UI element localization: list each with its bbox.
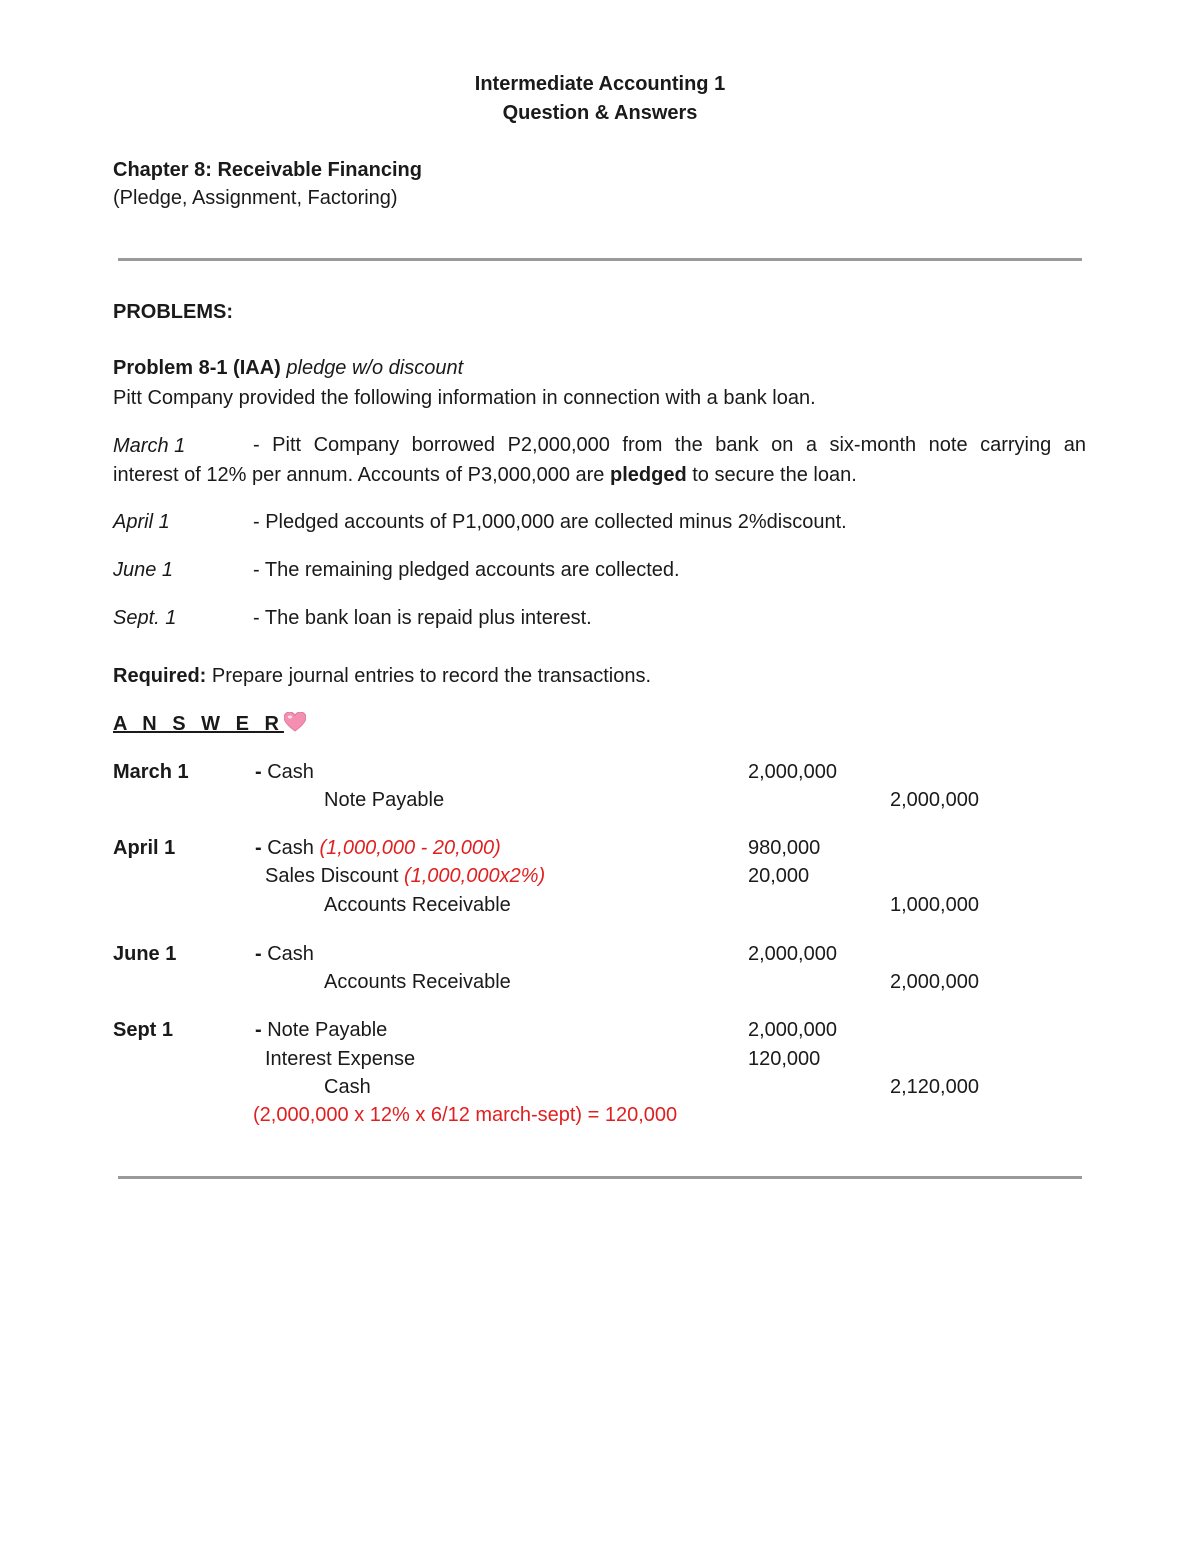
debit-amount: 120,000 [748,1048,821,1070]
entry-date: April 1 [113,837,176,859]
credit-amount: 2,000,000 [890,971,979,993]
entry-account [255,942,314,966]
debit-amount: 2,000,000 [748,1019,837,1041]
section-divider-top [118,258,1082,261]
event-text-april: - Pledged accounts of P1,000,000 are collected minus 2%discount. [253,511,847,533]
entry-dash: - [255,943,268,965]
required-text: Prepare journal entries to record the transactions. [206,665,652,687]
chapter-title: Chapter 8: Receivable Financing [113,159,422,181]
event-date-april: April 1 [113,511,170,533]
entry-dash: - [255,1019,268,1041]
credit-amount: 1,000,000 [890,894,979,916]
problems-heading: PROBLEMS: [113,301,233,323]
debit-amount: 20,000 [748,865,810,887]
problem-type: pledge w/o discount [286,357,464,379]
credit-amount: 2,120,000 [890,1076,979,1098]
required-label: Required: [113,665,207,687]
interest-computation: (2,000,000 x 12% x 6/12 march-sept) = 120,000 [253,1104,678,1126]
account-name: Cash [267,837,314,859]
pledged-emphasis: pledged [609,464,687,486]
problem-number: Problem 8-1 (IAA) [113,357,281,379]
event-date-march: March 1 [113,435,186,457]
event-text-march-line2 [113,463,857,487]
answer-heading [113,712,306,736]
document-title: Intermediate Accounting 1 [474,73,726,95]
entry-account [255,760,314,784]
event-text-march-line2-pre: interest of 12% per annum. Accounts of P3,000,000 are [113,464,610,486]
computation-note: (1,000,000 - 20,000) [319,837,501,859]
account-name: Note Payable [324,789,445,811]
entry-date: March 1 [113,761,189,783]
account-name: Accounts Receivable [324,894,511,916]
debit-amount: 980,000 [748,837,821,859]
entry-account [255,836,501,860]
problem-intro: Pitt Company provided the following information in connection with a bank loan. [113,387,816,409]
account-name: Sales Discount [265,865,399,887]
answer-title: A N S W E R [113,713,284,735]
account-name: Accounts Receivable [324,971,511,993]
computation-note: (1,000,000x2%) [403,865,546,887]
debit-amount: 2,000,000 [748,943,837,965]
event-date-june: June 1 [113,559,174,581]
event-text-march-line1: - Pitt Company borrowed P2,000,000 from the bank on a six-month note carrying an [253,434,1086,456]
event-text-sept: - The bank loan is repaid plus interest. [253,607,592,629]
event-text-march-line2-post: to secure the loan. [686,464,857,486]
entry-dash: - [255,837,268,859]
credit-amount: 2,000,000 [890,789,979,811]
entry-account [265,864,545,888]
account-name: Note Payable [267,1019,388,1041]
problem-heading [113,356,463,380]
document-subtitle: Question & Answers [502,102,698,124]
account-name: Cash [267,761,314,783]
account-name: Cash [267,943,314,965]
section-divider-bottom [118,1176,1082,1179]
entry-account [255,1018,387,1042]
chapter-topics: (Pledge, Assignment, Factoring) [113,187,398,209]
entry-date: June 1 [113,943,177,965]
pink-heart-icon [284,712,306,732]
entry-dash: - [255,761,268,783]
event-text-june: - The remaining pledged accounts are collected. [253,559,680,581]
account-name: Cash [324,1076,371,1098]
debit-amount: 2,000,000 [748,761,837,783]
entry-date: Sept 1 [113,1019,174,1041]
required-instruction [113,664,651,688]
event-date-sept: Sept. 1 [113,607,177,629]
account-name: Interest Expense [265,1048,416,1070]
